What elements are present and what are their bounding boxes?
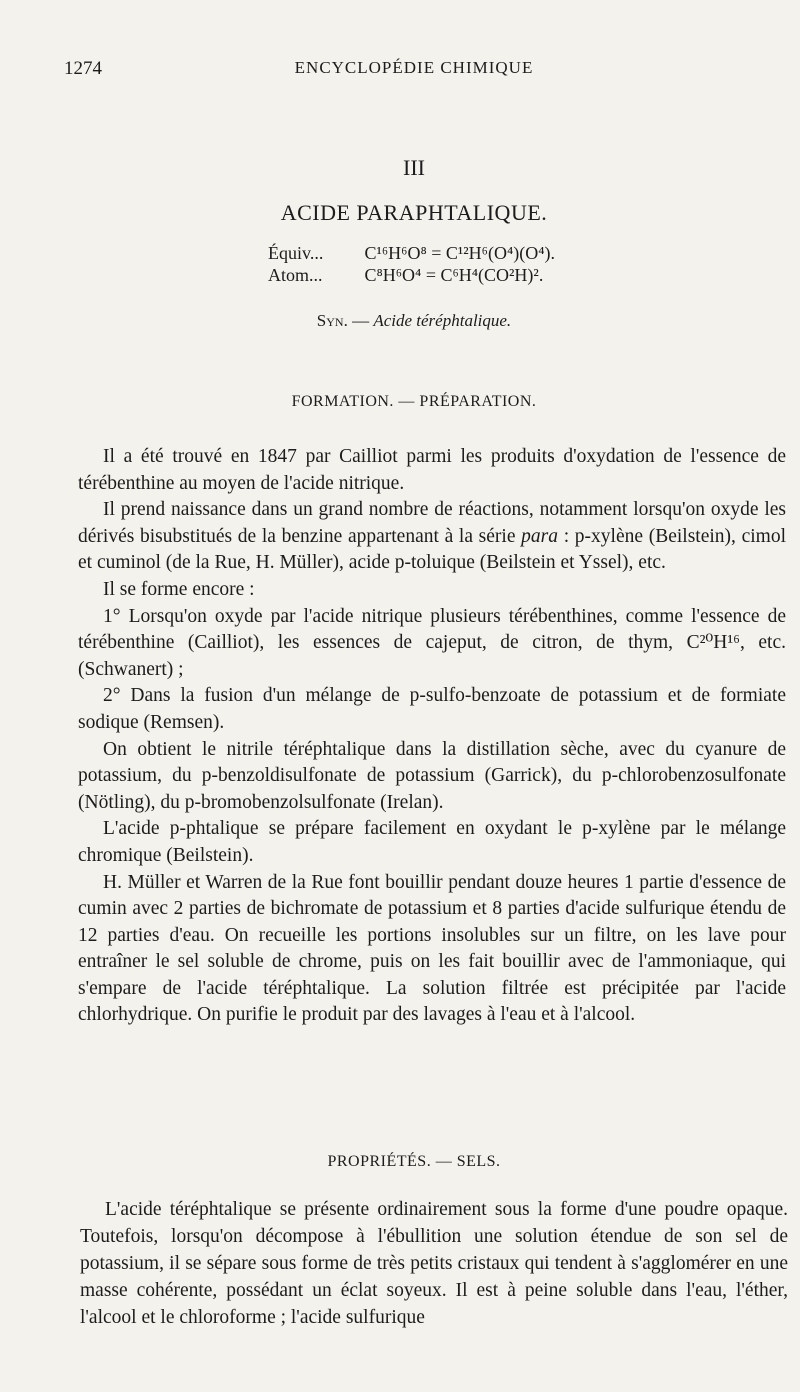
formula-value: C⁸H⁶O⁴ = C⁶H⁴(CO²H)². (364, 265, 544, 285)
page-header (64, 58, 764, 88)
paragraph: 1° Lorsqu'on oxyde par l'acide nitrique plusieurs térébenthines, comme l'essence de térébenthine (Cailliot), les essences de cajeput, de citron, de thym, C²⁰H¹⁶, etc. (Schwanert) ; (78, 605, 786, 680)
page-number: 1274 (64, 58, 102, 79)
italic-term: para (521, 525, 559, 547)
synonym-value: Acide téréphtalique. (373, 311, 512, 330)
paragraph: On obtient le nitrile téréphtalique dans la distillation sèche, avec du cyanure de potassium, du p-benzoldisulfonate de potassium (Garrick), du p-chlorobenzosulfonate (Nötling), du p-bromobenzolsulfonate (Irelan). (78, 738, 786, 813)
paragraph: H. Müller et Warren de la Rue font bouillir pendant douze heures 1 partie d'essence de cumin avec 2 parties de bichromate de potassium et 8 parties d'acide sulfurique étendu de 12 parties d'eau. On recueille les portions insolubles sur un filtre, on les lave pour entraîner le sel soluble de chrome, puis on les fait bouillir avec de l'ammoniaque, qui s'empare de l'acide téréphtalique. La solution filtrée est précipitée par l'acide chlorhydrique. On purifie le produit par des lavages à l'eau et à l'alcool. (78, 871, 786, 1026)
paragraph: Il a été trouvé en 1847 par Cailliot parmi les produits d'oxydation de l'essence de térébenthine au moyen de l'acide nitrique. (78, 446, 786, 494)
section-number: III (403, 155, 425, 180)
paragraph: Il se forme encore : (103, 578, 255, 600)
formula-label: Atom... (268, 265, 323, 285)
synonym-dash: — (352, 311, 370, 330)
section-heading-properties: PROPRIÉTÉS. — SELS. (327, 1153, 501, 1170)
running-title: ENCYCLOPÉDIE CHIMIQUE (294, 58, 534, 77)
formula-value: C¹⁶H⁶O⁸ = C¹²H⁶(O⁴)(O⁴). (364, 243, 555, 263)
synonym-label: Syn. (316, 311, 348, 330)
paragraph: 2° Dans la fusion d'un mélange de p-sulfo-benzoate de potassium et de formiate sodique (Remsen). (78, 685, 786, 733)
section-heading-formation: FORMATION. — PRÉPARATION. (291, 393, 537, 410)
paragraph: L'acide téréphtalique se présente ordinairement sous la forme d'une poudre opaque. Toutefois, lorsqu'on décompose à l'ébullition une solution étendue de son sel de potassium, il se sépare sous forme de très petits cristaux qui tendent à s'agglomérer en une masse cohérente, possédant un éclat soyeux. Il est à peine soluble dans l'eau, l'éther, l'alcool et le chloroforme ; l'acide sulfurique (80, 1199, 788, 1328)
section-body-properties (80, 1196, 788, 1331)
formula-atom (268, 265, 543, 286)
synonym-line (64, 311, 764, 331)
paragraph: Il prend naissance dans un grand nombre de réactions, notamment lorsqu'on oxyde les dérivés bisubstitués de la benzine appartenant à la série para : p-xylène (Beilstein), cimol et cuminol (de la Rue, H. Müller), acide p-toluique (Beilstein et Yssel), etc. (78, 499, 786, 574)
formula-label: Équiv... (268, 243, 324, 263)
compound-title: ACIDE PARAPHTALIQUE. (280, 200, 548, 225)
formula-equiv (268, 243, 555, 264)
paragraph: L'acide p-phtalique se prépare facilement en oxydant le p-xylène par le mélange chromique (Beilstein). (78, 818, 786, 866)
section-body-formation (78, 444, 786, 1029)
